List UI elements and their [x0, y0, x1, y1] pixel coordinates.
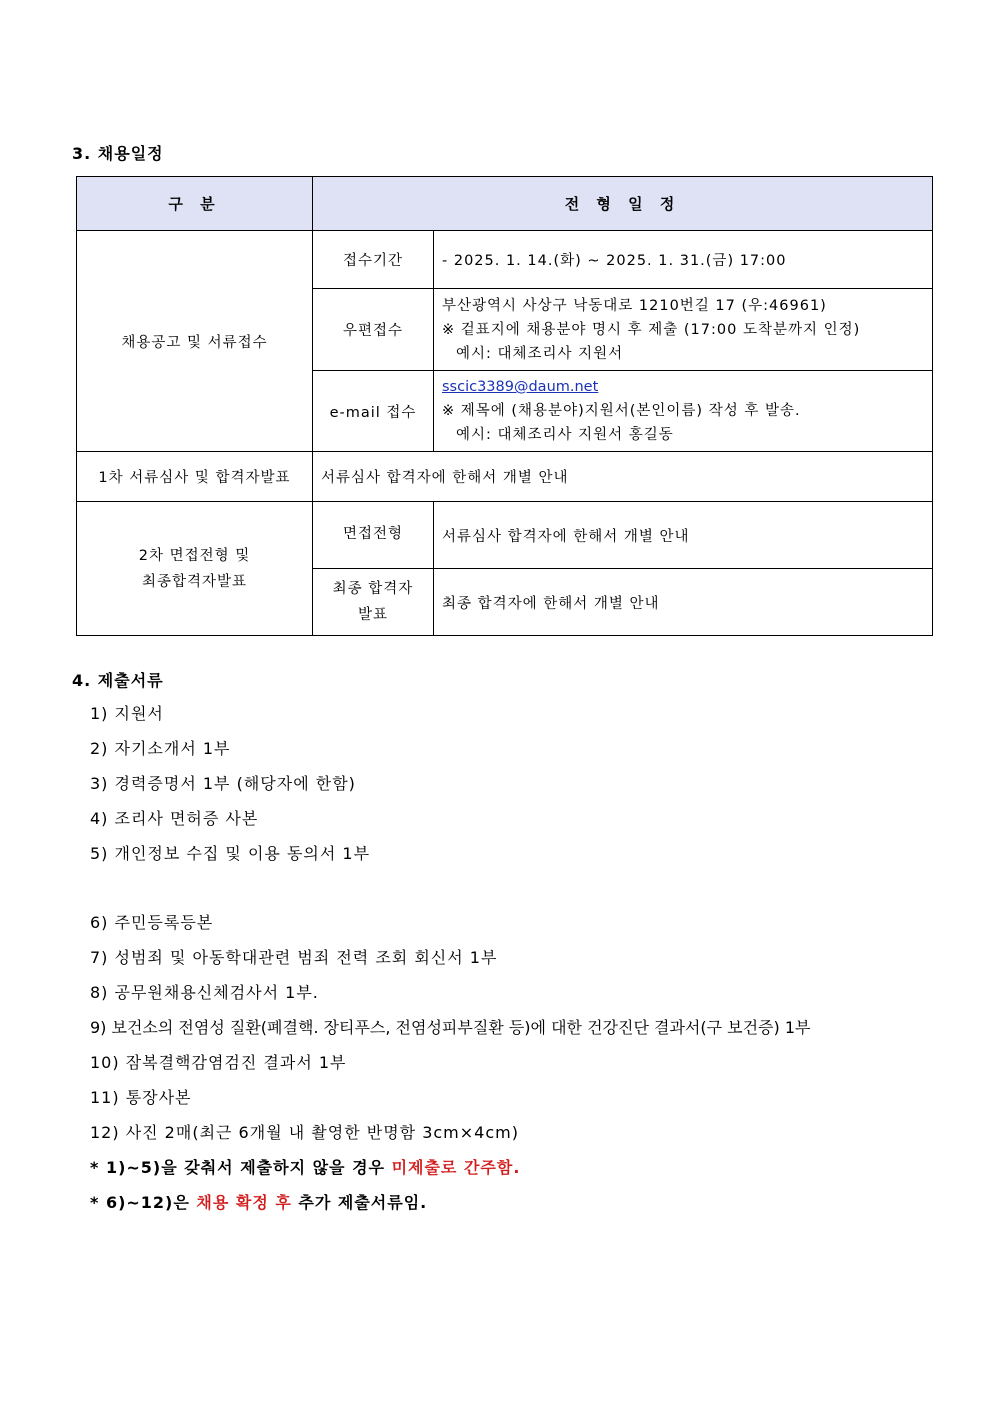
- list-item: 7) 성범죄 및 아동학대관련 범죄 전력 조회 회신서 1부: [90, 948, 498, 967]
- label-interview: 면접전형: [313, 502, 434, 569]
- email-example: 예시: 대체조리사 지원서 홍길동: [456, 427, 674, 443]
- category-application: 채용공고 및 서류접수: [77, 231, 313, 452]
- list-item: 6) 주민등록등본: [90, 913, 214, 932]
- value-mail: [434, 289, 933, 371]
- list-item: 12) 사진 2매(최근 6개월 내 촬영한 반명함 3cm×4cm): [90, 1123, 519, 1142]
- list-item: 5) 개인정보 수집 및 이용 동의서 1부: [90, 844, 371, 863]
- list-item: 3) 경력증명서 1부 (해당자에 한함): [90, 774, 356, 793]
- note-additional-prefix: * 6)~12)은: [90, 1193, 197, 1212]
- list-item: 4) 조리사 면허증 사본: [90, 809, 259, 828]
- mail-note: ※ 겉표지에 채용분야 명시 후 제출 (17:00 도착분까지 인정): [442, 321, 861, 338]
- value-email: [434, 371, 933, 452]
- header-category: 구 분: [77, 177, 313, 231]
- table-header-row: [77, 177, 933, 231]
- label-final-line2: 발표: [357, 607, 388, 623]
- note-additional-suffix: 추가 제출서류임.: [291, 1193, 428, 1212]
- note-additional: [90, 1190, 427, 1213]
- mail-example: 예시: 대체조리사 지원서: [456, 345, 624, 362]
- mail-address: 부산광역시 사상구 낙동대로 1210번길 17 (우:46961): [442, 297, 827, 314]
- note-required: [90, 1155, 520, 1178]
- section-heading-schedule: 3. 채용일정: [72, 144, 164, 163]
- list-item: 8) 공무원채용신체검사서 1부.: [90, 983, 319, 1002]
- label-final-line1: 최종 합격자: [332, 581, 414, 597]
- label-email: e-mail 접수: [313, 371, 434, 452]
- value-interview: 서류심사 합격자에 한해서 개별 안내: [434, 502, 933, 569]
- email-link[interactable]: sscic3389@daum.net: [442, 379, 599, 395]
- value-first-screening: 서류심사 합격자에 한해서 개별 안내: [313, 452, 933, 502]
- header-schedule: 전 형 일 정: [313, 177, 933, 231]
- category-interview-line2: 최종합격자발표: [141, 573, 248, 590]
- label-period: 접수기간: [313, 231, 434, 289]
- category-first-screening: 1차 서류심사 및 합격자발표: [77, 452, 313, 502]
- email-note: ※ 제목에 (채용분야)지원서(본인이름) 작성 후 발송.: [442, 403, 801, 419]
- schedule-table: [76, 176, 933, 636]
- note-additional-highlight: 채용 확정 후: [196, 1193, 292, 1212]
- list-item: 11) 통장사본: [90, 1088, 192, 1107]
- note-required-highlight: 미제출로 간주함.: [391, 1158, 521, 1177]
- list-item: 1) 지원서: [90, 704, 164, 723]
- label-final: [313, 569, 434, 636]
- table-row: [77, 452, 933, 502]
- table-row: [77, 502, 933, 569]
- list-item: 10) 잠복결핵감염검진 결과서 1부: [90, 1053, 347, 1072]
- table-row: [77, 231, 933, 289]
- label-mail: 우편접수: [313, 289, 434, 371]
- value-final: 최종 합격자에 한해서 개별 안내: [434, 569, 933, 636]
- section-heading-documents: 4. 제출서류: [72, 671, 164, 690]
- note-required-text: * 1)~5)을 갖춰서 제출하지 않을 경우: [90, 1158, 392, 1177]
- category-interview: [77, 502, 313, 636]
- list-item: 9) 보건소의 전염성 질환(폐결핵. 장티푸스, 전염성피부질환 등)에 대한 건강진단 결과서(구 보건증) 1부: [90, 1018, 811, 1037]
- value-period: - 2025. 1. 14.(화) ~ 2025. 1. 31.(금) 17:00: [434, 231, 933, 289]
- list-item: 2) 자기소개서 1부: [90, 739, 231, 758]
- category-interview-line1: 2차 면접전형 및: [138, 547, 251, 564]
